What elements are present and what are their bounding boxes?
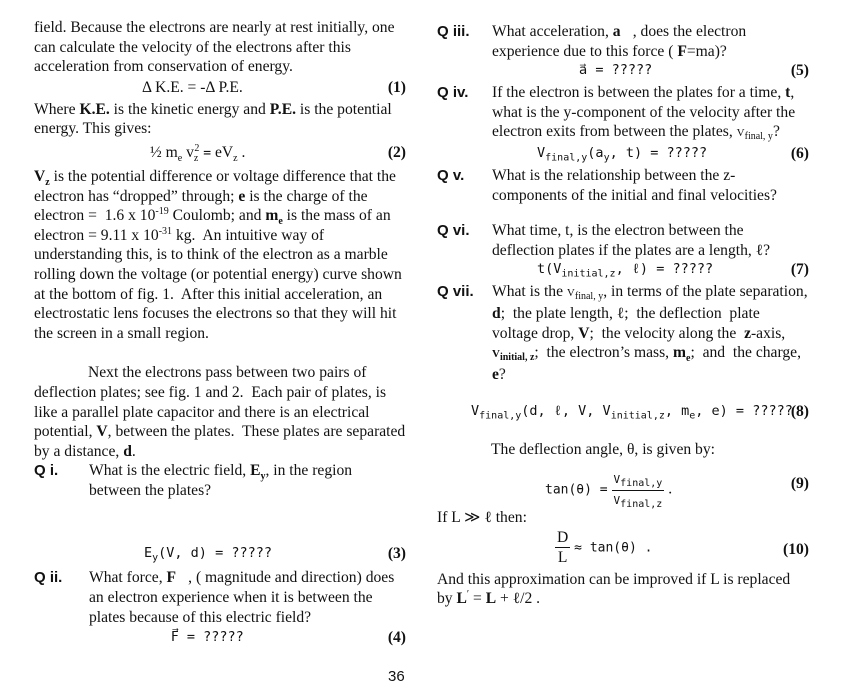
equation-8-number: (8) [790, 403, 809, 421]
question-iii: Q iii. What acceleration, a⃗, does the electron experience due to this force ( F=ma)? [437, 23, 747, 60]
paragraph-potential-difference: $V_z$ is the potential difference or voltage difference that the electron has “dropped” through; e is the charge of the electron = 1.6 x $10^{-19}$ Coulomb; and $m_e$ is the mass of an electron = 9.11 x $10^{-31}$ kg. An intuitive way of understanding this, is to think of the electron as a marble rolling down the voltage (or potential energy) curve shown at the bottom of fig. 1. After this initial acceleration, an electrostatic lens focuses the electrons so that they will hit the screen in a small region. [34, 167, 402, 342]
paragraph-where [34, 100, 406, 139]
equation-10 [437, 528, 809, 568]
question-ii-label: Q ii. [34, 569, 63, 587]
question-vii-label: Q vii. [437, 283, 474, 301]
paragraph-energy-intro: field. Because the electrons are nearly at rest initially, one can calculate the velocity of the electrons after this acceleration from conservation of energy. [34, 19, 395, 76]
question-vi-label: Q vi. [437, 222, 470, 240]
right-column [437, 0, 809, 609]
equation-4-body: F⃗ = ????? [171, 629, 244, 646]
text-fragment: is the potential energy. This gives: [34, 100, 392, 138]
question-i: Q i. What is the electric field, $E_y$, in the region between the plates? [34, 462, 353, 499]
equation-3 [34, 544, 406, 566]
equation-10-denominator: L [557, 549, 568, 567]
equation-2 [34, 143, 406, 167]
question-v [437, 166, 809, 205]
left-column [34, 0, 406, 650]
equation-1-number: (1) [387, 78, 406, 96]
question-v-text: What is the relationship between the z-components of the initial and final velocities? [492, 166, 777, 204]
equation-9 [437, 462, 809, 510]
equation-9-fraction: $\frac{V_{final,y}}{V_{final,z}}$ [612, 470, 665, 510]
equation-10-fraction [555, 528, 570, 568]
paragraph-deflection-angle: The deflection angle, θ, is given by: [491, 441, 715, 459]
term-pe: P.E. [269, 100, 297, 118]
equation-2-body: ½ $m_e$ $v_z^2 = eV_z$ . [150, 142, 246, 165]
equation-10-rhs: ≈ tan(θ) . [574, 540, 653, 556]
question-v-label: Q v. [437, 166, 465, 184]
question-iv: Q iv. If the electron is between the plates for a time, t, what is the y-component of the velocity after the electron exits from between the plates, $V_{final, y}$? [437, 84, 796, 143]
equation-5 [437, 61, 809, 83]
paragraph-approximation: And this approximation can be improved if L is replaced by L′ = L + ℓ/2 . [437, 570, 791, 608]
equation-4-number: (4) [387, 629, 406, 647]
text-fragment: is the kinetic energy and [109, 100, 270, 118]
page-number: 36 [388, 668, 405, 685]
equation-1-body: Δ K.E. = -Δ P.E. [142, 78, 243, 96]
question-iii-label: Q iii. [437, 23, 470, 40]
equation-5-body: a⃗ = ????? [579, 62, 653, 79]
question-ii: Q ii. What force, F⃗, ( magnitude and direction) does an electron experience when it is between the plates because of this electric field? [34, 569, 395, 626]
equation-6 [437, 144, 809, 166]
equation-1 [34, 78, 406, 100]
equation-2-number: (2) [387, 143, 406, 161]
question-vi [437, 221, 809, 260]
equation-6-number: (6) [790, 144, 809, 162]
paragraph-if-condition: If L ≫ ℓ then: [437, 508, 527, 526]
equation-6-body: $V_{final,y}(a_y$, t) = ????? [537, 144, 708, 164]
equation-7 [437, 260, 809, 282]
paragraph-deflection-plates: Next the electrons pass between two pairs of deflection plates; see fig. 1 and 2. Each pair of plates, is like a parallel plate capacitor and there is an electrical potential, V, between the plates. These plates are separated by a distance, d. [34, 364, 406, 460]
equation-10-numerator: D [555, 528, 570, 549]
equation-5-number: (5) [790, 62, 809, 80]
question-vi-text: What time, t, is the electron between the deflection plates if the plates are a length, ℓ? [492, 222, 771, 259]
equation-10-number: (10) [783, 540, 809, 558]
equation-9-number: (9) [790, 474, 809, 492]
text-fragment: Where [34, 100, 80, 118]
equation-4 [34, 628, 406, 650]
question-vii: Q vii. What is the $V_{final, y}$, in terms of the plate separation, d; the plate length, ℓ; the deflection plate voltage drop, V; the velocity along the z-axis, $V_{initial, z}$; the electron’s mass, $m_e$; and the charge, e? [437, 283, 808, 383]
equation-8-body: $V_{final,y}(d$, ℓ, V, $V_{initial,z}$, $m_e$, e) = ????? [471, 403, 793, 422]
question-i-label: Q i. [34, 462, 59, 480]
question-iv-label: Q iv. [437, 84, 469, 102]
equation-10-body [555, 528, 652, 568]
equation-8 [437, 402, 809, 424]
equation-9-lhs: tan(θ) = [545, 482, 608, 498]
equation-9-body: tan(θ) = $\frac{V_{final,y}}{V_{final,z}}$ . [545, 470, 672, 510]
equation-3-number: (3) [387, 545, 406, 563]
term-ke: K.E. [79, 100, 110, 118]
equation-3-body: $E_y(V$, d) = ????? [144, 545, 272, 565]
equation-7-number: (7) [790, 261, 809, 279]
equation-7-body: $t(V_{initial,z}$, ℓ) = ????? [537, 261, 714, 281]
